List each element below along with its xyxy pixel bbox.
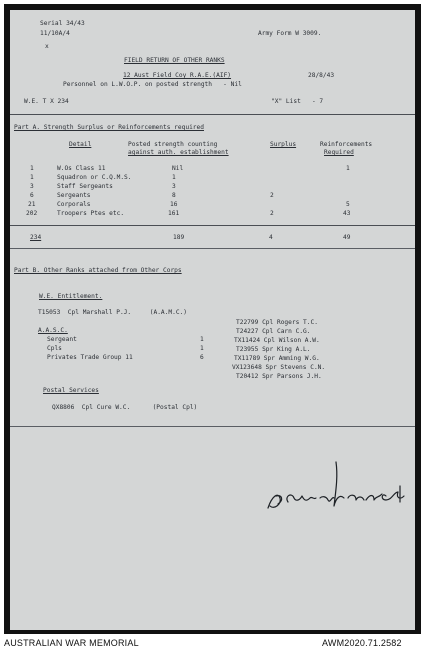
file-reference: 11/10A/4: [40, 30, 70, 37]
row-posted: Nil: [172, 165, 184, 172]
margin-mark: x: [45, 43, 49, 50]
field-return-page: [10, 10, 415, 630]
personnel-lwop-line: Personnel on L.W.O.P. on posted strength - Nil: [63, 81, 242, 88]
row-surplus: 2: [270, 210, 274, 217]
aasc-count: 6: [200, 354, 204, 361]
postal-services-title: Postal Services: [43, 387, 99, 394]
col-header-posted-2: against auth. establishment: [128, 149, 229, 156]
divider-line: [10, 426, 415, 427]
unit-name: 12 Aust Field Coy R.A.E.(AIF): [123, 72, 232, 79]
row-authorised: 1: [30, 174, 34, 181]
row-reinforcements: 43: [343, 210, 351, 217]
we-entitlement-title: W.E. Entitlement.: [39, 293, 103, 300]
army-form-number: Army Form W 3009.: [258, 30, 322, 37]
divider-line: [10, 114, 415, 115]
list-item: VX123648 Spr Stevens C.N.: [232, 364, 326, 371]
list-item: T24227 Cpl Carn C.G.: [236, 328, 311, 335]
row-posted: 16: [170, 201, 178, 208]
row-posted: 1: [172, 174, 176, 181]
col-header-reinforcements: Reinforcements: [320, 141, 373, 148]
list-item: T20412 Spr Parsons J.H.: [236, 373, 322, 380]
aasc-rank: Sergeant: [47, 336, 77, 343]
total-authorised: 234: [30, 234, 42, 241]
row-reinforcements: 1: [346, 165, 350, 172]
part-a-title: Part A. Strength Surplus or Reinforcements required: [14, 124, 204, 131]
document-title: FIELD RETURN OF OTHER RANKS: [124, 57, 225, 64]
row-authorised: 1: [30, 165, 34, 172]
archive-credit: AUSTRALIAN WAR MEMORIAL: [4, 638, 139, 648]
part-b-title: Part B. Other Ranks attached from Other Corps: [14, 267, 182, 274]
archive-reference: AWM2020.71.2582: [322, 638, 402, 648]
aasc-rank: Privates Trade Group 11: [47, 354, 133, 361]
row-detail: Corporals: [57, 201, 91, 208]
serial-number: Serial 34/43: [40, 20, 85, 27]
x-list-count: "X" List - 7: [271, 98, 324, 105]
row-detail: W.Os Class 11: [57, 165, 106, 172]
list-item: T22799 Cpl Rogers T.C.: [236, 319, 318, 326]
row-reinforcements: 5: [346, 201, 350, 208]
row-posted: 161: [168, 210, 180, 217]
row-posted: 3: [172, 183, 176, 190]
divider-line: [10, 248, 415, 249]
total-reinforcements: 49: [343, 234, 351, 241]
list-item: TX11789 Spr Amming W.G.: [234, 355, 320, 362]
aasc-count: 1: [200, 336, 204, 343]
row-authorised: 202: [26, 210, 38, 217]
col-header-surplus: Surplus: [270, 141, 297, 148]
row-authorised: 21: [28, 201, 36, 208]
postal-services-entry: QX8806 Cpl Cure W.C. (Postal Cpl): [52, 404, 198, 411]
row-surplus: 2: [270, 192, 274, 199]
aasc-count: 1: [200, 345, 204, 352]
col-header-posted-1: Posted strength counting: [128, 141, 218, 148]
row-detail: Sergeants: [57, 192, 91, 199]
aasc-title: A.A.S.C.: [38, 327, 68, 334]
divider-line: [10, 225, 415, 226]
war-establishment: W.E. T X 234: [24, 98, 69, 105]
row-detail: Squadron or C.Q.M.S.: [57, 174, 132, 181]
list-item: T23955 Spr King A.L.: [236, 346, 311, 353]
row-authorised: 6: [30, 192, 34, 199]
row-detail: Troopers Ptes etc.: [57, 210, 125, 217]
row-authorised: 3: [30, 183, 34, 190]
aasc-rank: Cpls: [47, 345, 62, 352]
we-entitlement-entry: T15053 Cpl Marshall P.J. (A.A.M.C.): [38, 309, 188, 316]
total-surplus: 4: [269, 234, 273, 241]
total-posted: 189: [173, 234, 185, 241]
return-date: 28/8/43: [308, 72, 335, 79]
col-header-required: Required: [324, 149, 354, 156]
captain-signature: [266, 456, 416, 516]
list-item: TX11424 Cpl Wilson A.W.: [234, 337, 320, 344]
row-detail: Staff Sergeants: [57, 183, 113, 190]
col-header-detail: Detail: [69, 141, 92, 148]
row-posted: 8: [172, 192, 176, 199]
